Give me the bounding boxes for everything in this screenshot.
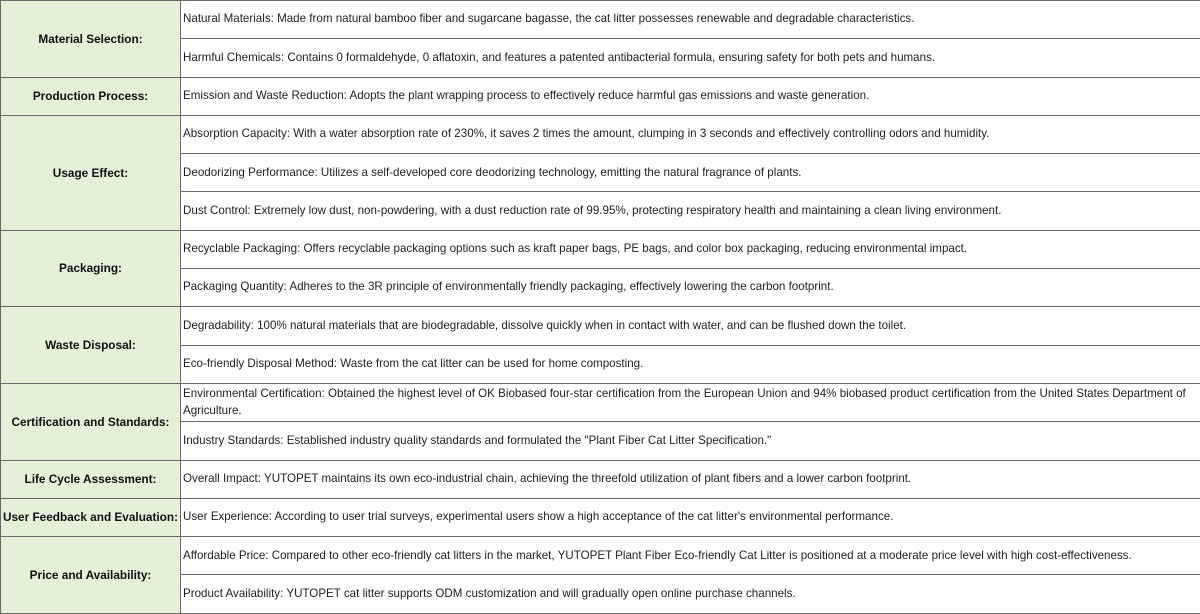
detail-cell[interactable]: Overall Impact: YUTOPET maintains its own eco-industrial chain, achieving the threefold utilization of plant fibers and a lower carbon footprint. <box>181 460 1200 498</box>
category-cell-waste-disposal[interactable]: Waste Disposal: <box>1 307 181 384</box>
table-row <box>1 1 1200 39</box>
detail-cell[interactable]: Environmental Certification: Obtained the highest level of OK Biobased four-star certification from the European Union and 94% biobased product certification from the United States Department of Agriculture. <box>181 383 1200 421</box>
category-cell-price-and-availability[interactable]: Price and Availability: <box>1 537 181 614</box>
table-row <box>1 575 1200 613</box>
table-row <box>1 498 1200 536</box>
category-cell-life-cycle-assessment[interactable]: Life Cycle Assessment: <box>1 460 181 498</box>
detail-cell[interactable]: Emission and Waste Reduction: Adopts the plant wrapping process to effectively reduce harmful gas emissions and waste generation. <box>181 77 1200 115</box>
table-row <box>1 422 1200 460</box>
table-row <box>1 39 1200 77</box>
category-cell-material-selection[interactable]: Material Selection: <box>1 1 181 78</box>
detail-cell[interactable]: Recyclable Packaging: Offers recyclable packaging options such as kraft paper bags, PE bags, and color box packaging, reducing environmental impact. <box>181 230 1200 268</box>
table-row <box>1 230 1200 268</box>
table-row <box>1 192 1200 230</box>
table-row <box>1 345 1200 383</box>
table-row <box>1 115 1200 153</box>
detail-cell[interactable]: Industry Standards: Established industry quality standards and formulated the "Plant Fiber Cat Litter Specification." <box>181 422 1200 460</box>
detail-cell[interactable]: Absorption Capacity: With a water absorption rate of 230%, it saves 2 times the amount, clumping in 3 seconds and effectively controlling odors and humidity. <box>181 115 1200 153</box>
detail-cell[interactable]: Harmful Chemicals: Contains 0 formaldehyde, 0 aflatoxin, and features a patented antibacterial formula, ensuring safety for both pets and humans. <box>181 39 1200 77</box>
detail-cell[interactable]: Eco-friendly Disposal Method: Waste from the cat litter can be used for home composting. <box>181 345 1200 383</box>
category-cell-user-feedback-and-evaluation[interactable]: User Feedback and Evaluation: <box>1 498 181 536</box>
table-row <box>1 307 1200 345</box>
table-row <box>1 537 1200 575</box>
category-cell-certification-and-standards[interactable]: Certification and Standards: <box>1 383 181 460</box>
category-cell-usage-effect[interactable]: Usage Effect: <box>1 115 181 230</box>
detail-cell[interactable]: Deodorizing Performance: Utilizes a self-developed core deodorizing technology, emitting the natural fragrance of plants. <box>181 154 1200 192</box>
detail-cell[interactable]: Affordable Price: Compared to other eco-friendly cat litters in the market, YUTOPET Plant Fiber Eco-friendly Cat Litter is positioned at a moderate price level with high cost-effectiveness. <box>181 537 1200 575</box>
detail-cell[interactable]: Dust Control: Extremely low dust, non-powdering, with a dust reduction rate of 99.95%, protecting respiratory health and maintaining a clean living environment. <box>181 192 1200 230</box>
detail-cell[interactable]: Packaging Quantity: Adheres to the 3R principle of environmentally friendly packaging, effectively lowering the carbon footprint. <box>181 269 1200 307</box>
detail-cell[interactable]: Natural Materials: Made from natural bamboo fiber and sugarcane bagasse, the cat litter possesses renewable and degradable characteristics. <box>181 1 1200 39</box>
detail-cell[interactable]: Degradability: 100% natural materials that are biodegradable, dissolve quickly when in contact with water, and can be flushed down the toilet. <box>181 307 1200 345</box>
table-row <box>1 269 1200 307</box>
table-row <box>1 460 1200 498</box>
category-cell-packaging[interactable]: Packaging: <box>1 230 181 307</box>
category-cell-production-process[interactable]: Production Process: <box>1 77 181 115</box>
table-row <box>1 383 1200 421</box>
detail-cell[interactable]: Product Availability: YUTOPET cat litter supports ODM customization and will gradually open online purchase channels. <box>181 575 1200 613</box>
detail-cell[interactable]: User Experience: According to user trial surveys, experimental users show a high acceptance of the cat litter's environmental performance. <box>181 498 1200 536</box>
table-row <box>1 77 1200 115</box>
spreadsheet-body <box>1 1 1200 614</box>
table-row <box>1 154 1200 192</box>
